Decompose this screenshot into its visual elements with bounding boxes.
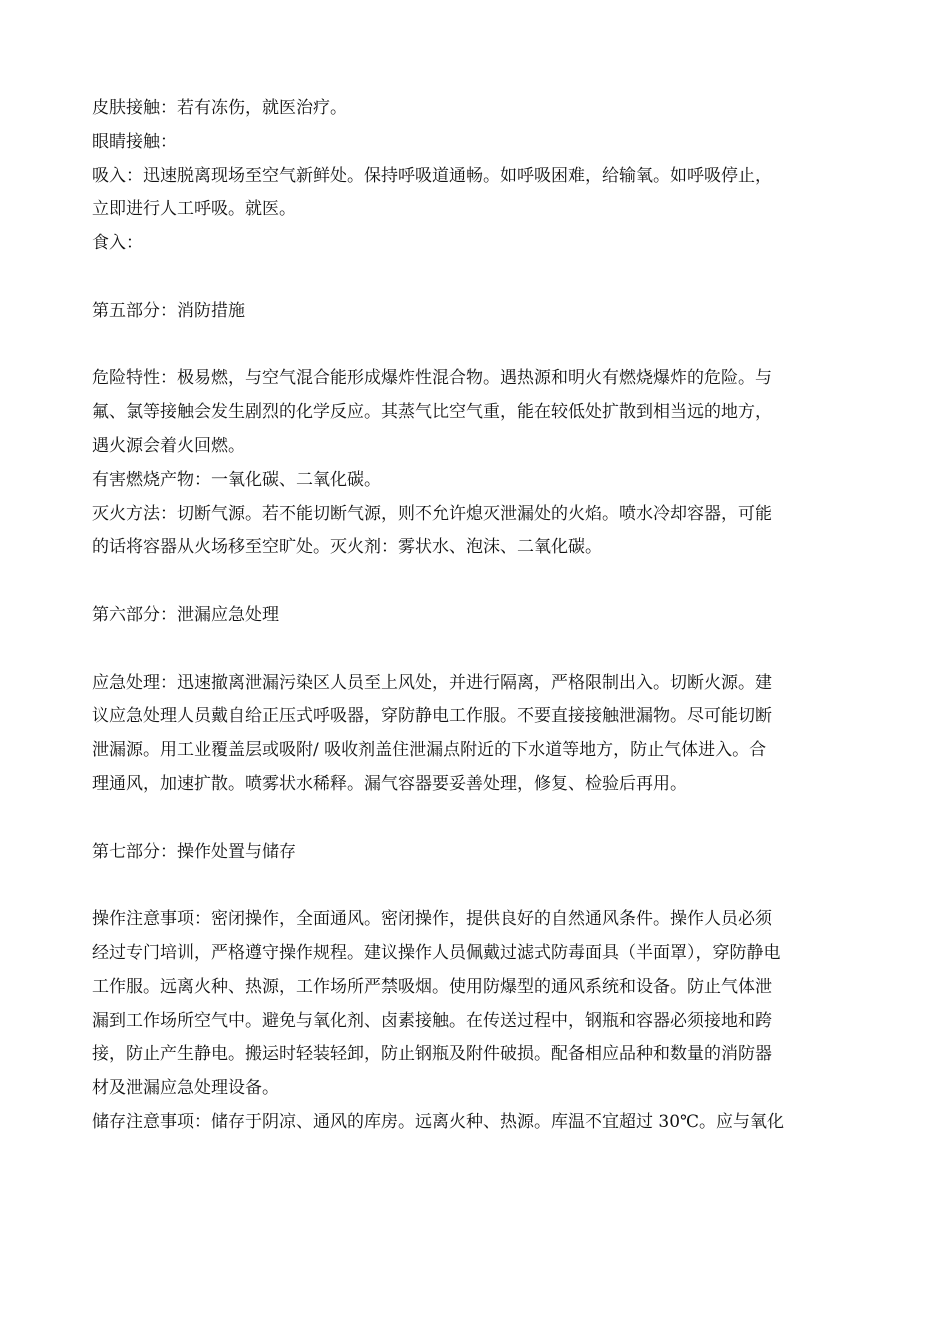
emergency-line-2: 议应急处理人员戴自给正压式呼吸器，穿防静电工作服。不要直接接触泄漏物。尽可能切断	[92, 706, 772, 727]
operation-line-5: 接，防止产生静电。搬运时轻装轻卸，防止钢瓶及附件破损。配备相应品种和数量的消防器	[92, 1044, 772, 1065]
extinguish-line-1: 灭火方法：切断气源。若不能切断气源，则不允许熄灭泄漏处的火焰。喷水冷却容器，可能	[92, 503, 772, 524]
spacer	[92, 633, 862, 667]
spacer	[92, 329, 862, 363]
spacer	[92, 802, 862, 836]
spacer	[92, 565, 862, 599]
operation-line-6: 材及泄漏应急处理设备。	[92, 1078, 279, 1099]
hazard-line-3: 遇火源会着火回燃。	[92, 435, 245, 456]
hazard-line-1: 危险特性：极易燃，与空气混合能形成爆炸性混合物。遇热源和明火有燃烧爆炸的危险。与	[92, 368, 772, 389]
operation-line-3: 工作服。远离火种、热源，工作场所严禁吸烟。使用防爆型的通风系统和设备。防止气体泄	[92, 976, 772, 997]
section-6-heading: 第六部分：泄漏应急处理	[92, 604, 279, 625]
storage-line-1: 储存注意事项：储存于阴凉、通风的库房。远离火种、热源。库温不宜超过 30℃。应与氧化	[92, 1111, 785, 1132]
combustion-products-line: 有害燃烧产物：一氧化碳、二氧化碳。	[92, 469, 381, 490]
inhalation-line-1: 吸入：迅速脱离现场至空气新鲜处。保持呼吸道通畅。如呼吸困难，给输氧。如呼吸停止，	[92, 165, 772, 186]
hazard-line-2: 氟、氯等接触会发生剧烈的化学反应。其蒸气比空气重，能在较低处扩散到相当远的地方，	[92, 402, 772, 423]
emergency-line-3: 泄漏源。用工业覆盖层或吸附/ 吸收剂盖住泄漏点附近的下水道等地方，防止气体进入。合	[92, 740, 767, 761]
spacer	[92, 869, 862, 903]
eye-contact-line: 眼睛接触：	[92, 131, 177, 152]
emergency-line-4: 理通风，加速扩散。喷雾状水稀释。漏气容器要妥善处理，修复、检验后再用。	[92, 773, 687, 794]
extinguish-line-2: 的话将容器从火场移至空旷处。灭火剂：雾状水、泡沫、二氧化碳。	[92, 537, 602, 558]
inhalation-line-2: 立即进行人工呼吸。就医。	[92, 199, 296, 220]
ingestion-line: 食入：	[92, 233, 143, 254]
operation-line-1: 操作注意事项：密闭操作，全面通风。密闭操作，提供良好的自然通风条件。操作人员必须	[92, 909, 772, 930]
skin-contact-line: 皮肤接触：若有冻伤，就医治疗。	[92, 98, 347, 118]
section-5-heading: 第五部分：消防措施	[92, 300, 245, 321]
operation-line-4: 漏到工作场所空气中。避免与氧化剂、卤素接触。在传送过程中，钢瓶和容器必须接地和跨	[92, 1010, 772, 1031]
operation-line-2: 经过专门培训，严格遵守操作规程。建议操作人员佩戴过滤式防毒面具（半面罩），穿防静电	[92, 942, 781, 963]
emergency-line-1: 应急处理：迅速撤离泄漏污染区人员至上风处，并进行隔离，严格限制出入。切断火源。建	[92, 672, 772, 693]
spacer	[92, 261, 862, 295]
document-body	[92, 92, 862, 1140]
section-7-heading: 第七部分：操作处置与储存	[92, 841, 296, 862]
